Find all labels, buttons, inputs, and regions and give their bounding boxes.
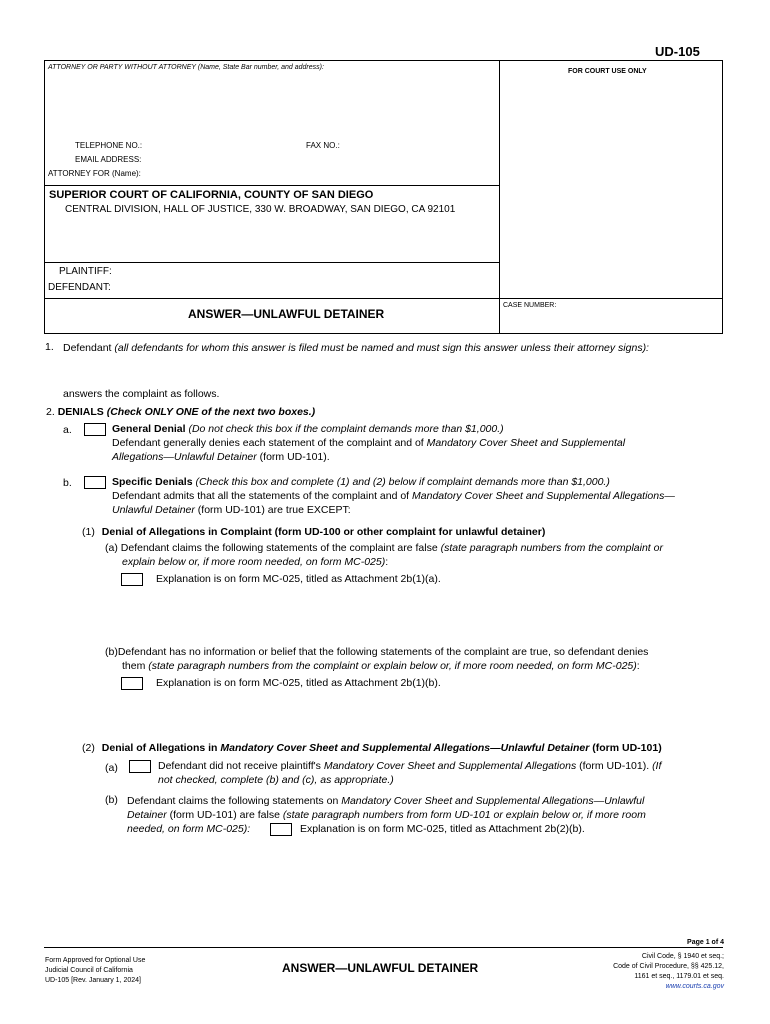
footer-ccp-sections: 1161 et seq., 1179.01 et seq.	[634, 973, 724, 980]
footer-council: Judicial Council of California	[45, 967, 133, 974]
sub2b-text3: Detainer	[127, 809, 167, 821]
court-address: CENTRAL DIVISION, HALL OF JUSTICE, 330 W. BROADWAY, SAN DIEGO, CA 92101	[65, 204, 456, 215]
sub1b-label: (b)	[105, 646, 118, 658]
party-divider	[45, 262, 499, 263]
item1-answers: answers the complaint as follows.	[63, 388, 220, 400]
footer-right	[613, 952, 724, 992]
general-denial-form-ref2: Allegations—Unlawful Detainer	[112, 451, 257, 463]
sub2b-text2: Mandatory Cover Sheet and Supplemental Allegations—Unlawful	[341, 795, 645, 807]
sub1-number: (1)	[82, 526, 95, 538]
footer-civil-code: Civil Code, § 1940 et seq.;	[641, 953, 724, 960]
item1-lead: Defendant	[63, 342, 112, 354]
footer-revision: UD-105 [Rev. January 1, 2024]	[45, 977, 141, 984]
sub1b-text: Defendant has no information or belief that the following statements of the complaint are true, so defendant denies	[117, 646, 649, 658]
sub2b-text6: needed, on form MC-025):	[127, 823, 251, 835]
sub1a-attachment-checkbox[interactable]	[121, 573, 143, 586]
telephone-label[interactable]: TELEPHONE NO.:	[75, 141, 143, 150]
item1-instruction: (all defendants for whom this answer is filed must be named and must sign this answer unless their attorney signs):	[114, 342, 649, 354]
specific-denials-checkbox[interactable]	[84, 476, 106, 489]
item2a-letter: a.	[63, 424, 72, 436]
plaintiff-label[interactable]: PLAINTIFF:	[59, 266, 112, 277]
sub2-heading-a: Denial of Allegations in	[101, 742, 218, 754]
court-use-label: FOR COURT USE ONLY	[568, 68, 647, 75]
general-denial-form-num: (form UD-101).	[259, 451, 330, 463]
sub1a-instruction2: explain below or, if more room needed, on form MC-025)	[122, 556, 386, 568]
sub1b-attachment-checkbox[interactable]	[121, 677, 143, 690]
email-label[interactable]: EMAIL ADDRESS:	[75, 155, 142, 164]
court-name: SUPERIOR COURT OF CALIFORNIA, COUNTY OF SAN DIEGO	[49, 189, 374, 201]
sub1a-explanation: Explanation is on form MC-025, titled as Attachment 2b(1)(a).	[156, 573, 441, 585]
sub1a-instruction: (state paragraph numbers from the complaint or	[440, 542, 663, 554]
sub1-heading: Denial of Allegations in Complaint (form UD-100 or other complaint for unlawful detainer)	[101, 526, 546, 538]
footer-rule	[44, 947, 723, 948]
sub2b-text1: Defendant claims the following statements on	[127, 795, 339, 807]
general-denial-form-ref: Mandatory Cover Sheet and Supplemental	[426, 437, 626, 449]
specific-denials-text: Defendant admits that all the statements of the complaint and of	[112, 490, 410, 502]
item2-number: 2.	[46, 406, 55, 418]
sub2b-text5: (state paragraph numbers from form UD-101 or explain below or, if more room	[282, 809, 646, 821]
footer-website-link[interactable]: www.courts.ca.gov	[665, 983, 724, 990]
item2-heading: DENIALS	[57, 406, 104, 418]
footer-title: ANSWER—UNLAWFUL DETAINER	[282, 961, 479, 975]
sub1a-colon: :	[385, 556, 389, 568]
sub1a-label: (a)	[105, 542, 118, 554]
general-denial-text: Defendant generally denies each statement of the complaint and of	[112, 437, 424, 449]
sub2b-attachment-checkbox[interactable]	[270, 823, 292, 836]
sub2a-label: (a)	[105, 762, 118, 774]
court-divider	[45, 185, 499, 186]
sub2a-text2: Mandatory Cover Sheet and Supplemental Allegations	[323, 760, 577, 772]
right-column-divider	[499, 61, 500, 333]
footer-left	[45, 956, 145, 986]
form-id: UD-105	[655, 44, 700, 59]
sub2-heading-b: Mandatory Cover Sheet and Supplemental Allegations—Unlawful Detainer	[220, 742, 590, 754]
page-number: Page 1 of 4	[687, 939, 724, 946]
sub2b-text4: (form UD-101) are false	[169, 809, 280, 821]
footer-approved: Form Approved for Optional Use	[45, 957, 146, 964]
general-denial-title: General Denial	[112, 423, 186, 435]
sub1b-explanation: Explanation is on form MC-025, titled as Attachment 2b(1)(b).	[156, 677, 441, 689]
sub1a-text: Defendant claims the following statements of the complaint are false	[120, 542, 438, 554]
item2-instruction: (Check ONLY ONE of the next two boxes.)	[106, 406, 316, 418]
sub2b-explanation: Explanation is on form MC-025, titled as Attachment 2b(2)(b).	[300, 823, 585, 835]
specific-denials-except: (form UD-101) are true EXCEPT:	[197, 504, 351, 516]
attorney-label: ATTORNEY OR PARTY WITHOUT ATTORNEY (Name, State Bar number, and address):	[48, 64, 324, 71]
sub2a-text3: (form UD-101).	[579, 760, 650, 772]
attorney-for-label[interactable]: ATTORNEY FOR (Name):	[48, 169, 141, 178]
title-divider	[45, 298, 722, 299]
sub2a-text4: (If	[652, 760, 662, 772]
sub2-number: (2)	[82, 742, 95, 754]
sub2a-text1: Defendant did not receive plaintiff's	[158, 760, 321, 772]
specific-denials-form-ref2: Unlawful Detainer	[112, 504, 195, 516]
general-denial-checkbox[interactable]	[84, 423, 106, 436]
specific-denials-title: Specific Denials	[112, 476, 193, 488]
specific-denials-instruction: (Check this box and complete (1) and (2) below if complaint demands more than $1,000.)	[195, 476, 610, 488]
sub2a-checkbox[interactable]	[129, 760, 151, 773]
item2b-letter: b.	[63, 477, 72, 489]
general-denial-instruction: (Do not check this box if the complaint demands more than $1,000.)	[188, 423, 504, 435]
sub1b-instruction: (state paragraph numbers from the complaint or explain below or, if more room needed, on form MC-025)	[148, 660, 637, 672]
item1-number: 1.	[45, 341, 54, 353]
form-title: ANSWER—UNLAWFUL DETAINER	[188, 307, 385, 321]
fax-label[interactable]: FAX NO.:	[306, 141, 340, 150]
sub1b-colon: :	[636, 660, 640, 672]
sub2-heading-c: (form UD-101)	[592, 742, 662, 754]
sub2b-label: (b)	[105, 794, 118, 806]
sub2a-text5: not checked, complete (b) and (c), as appropriate.)	[158, 774, 394, 786]
case-number-label[interactable]: CASE NUMBER:	[503, 302, 557, 309]
defendant-label[interactable]: DEFENDANT:	[48, 282, 111, 293]
specific-denials-form-ref: Mandatory Cover Sheet and Supplemental Allegations—	[412, 490, 675, 502]
sub1b-them: them	[122, 660, 146, 672]
footer-ccp: Code of Civil Procedure, §§ 425.12,	[613, 963, 724, 970]
